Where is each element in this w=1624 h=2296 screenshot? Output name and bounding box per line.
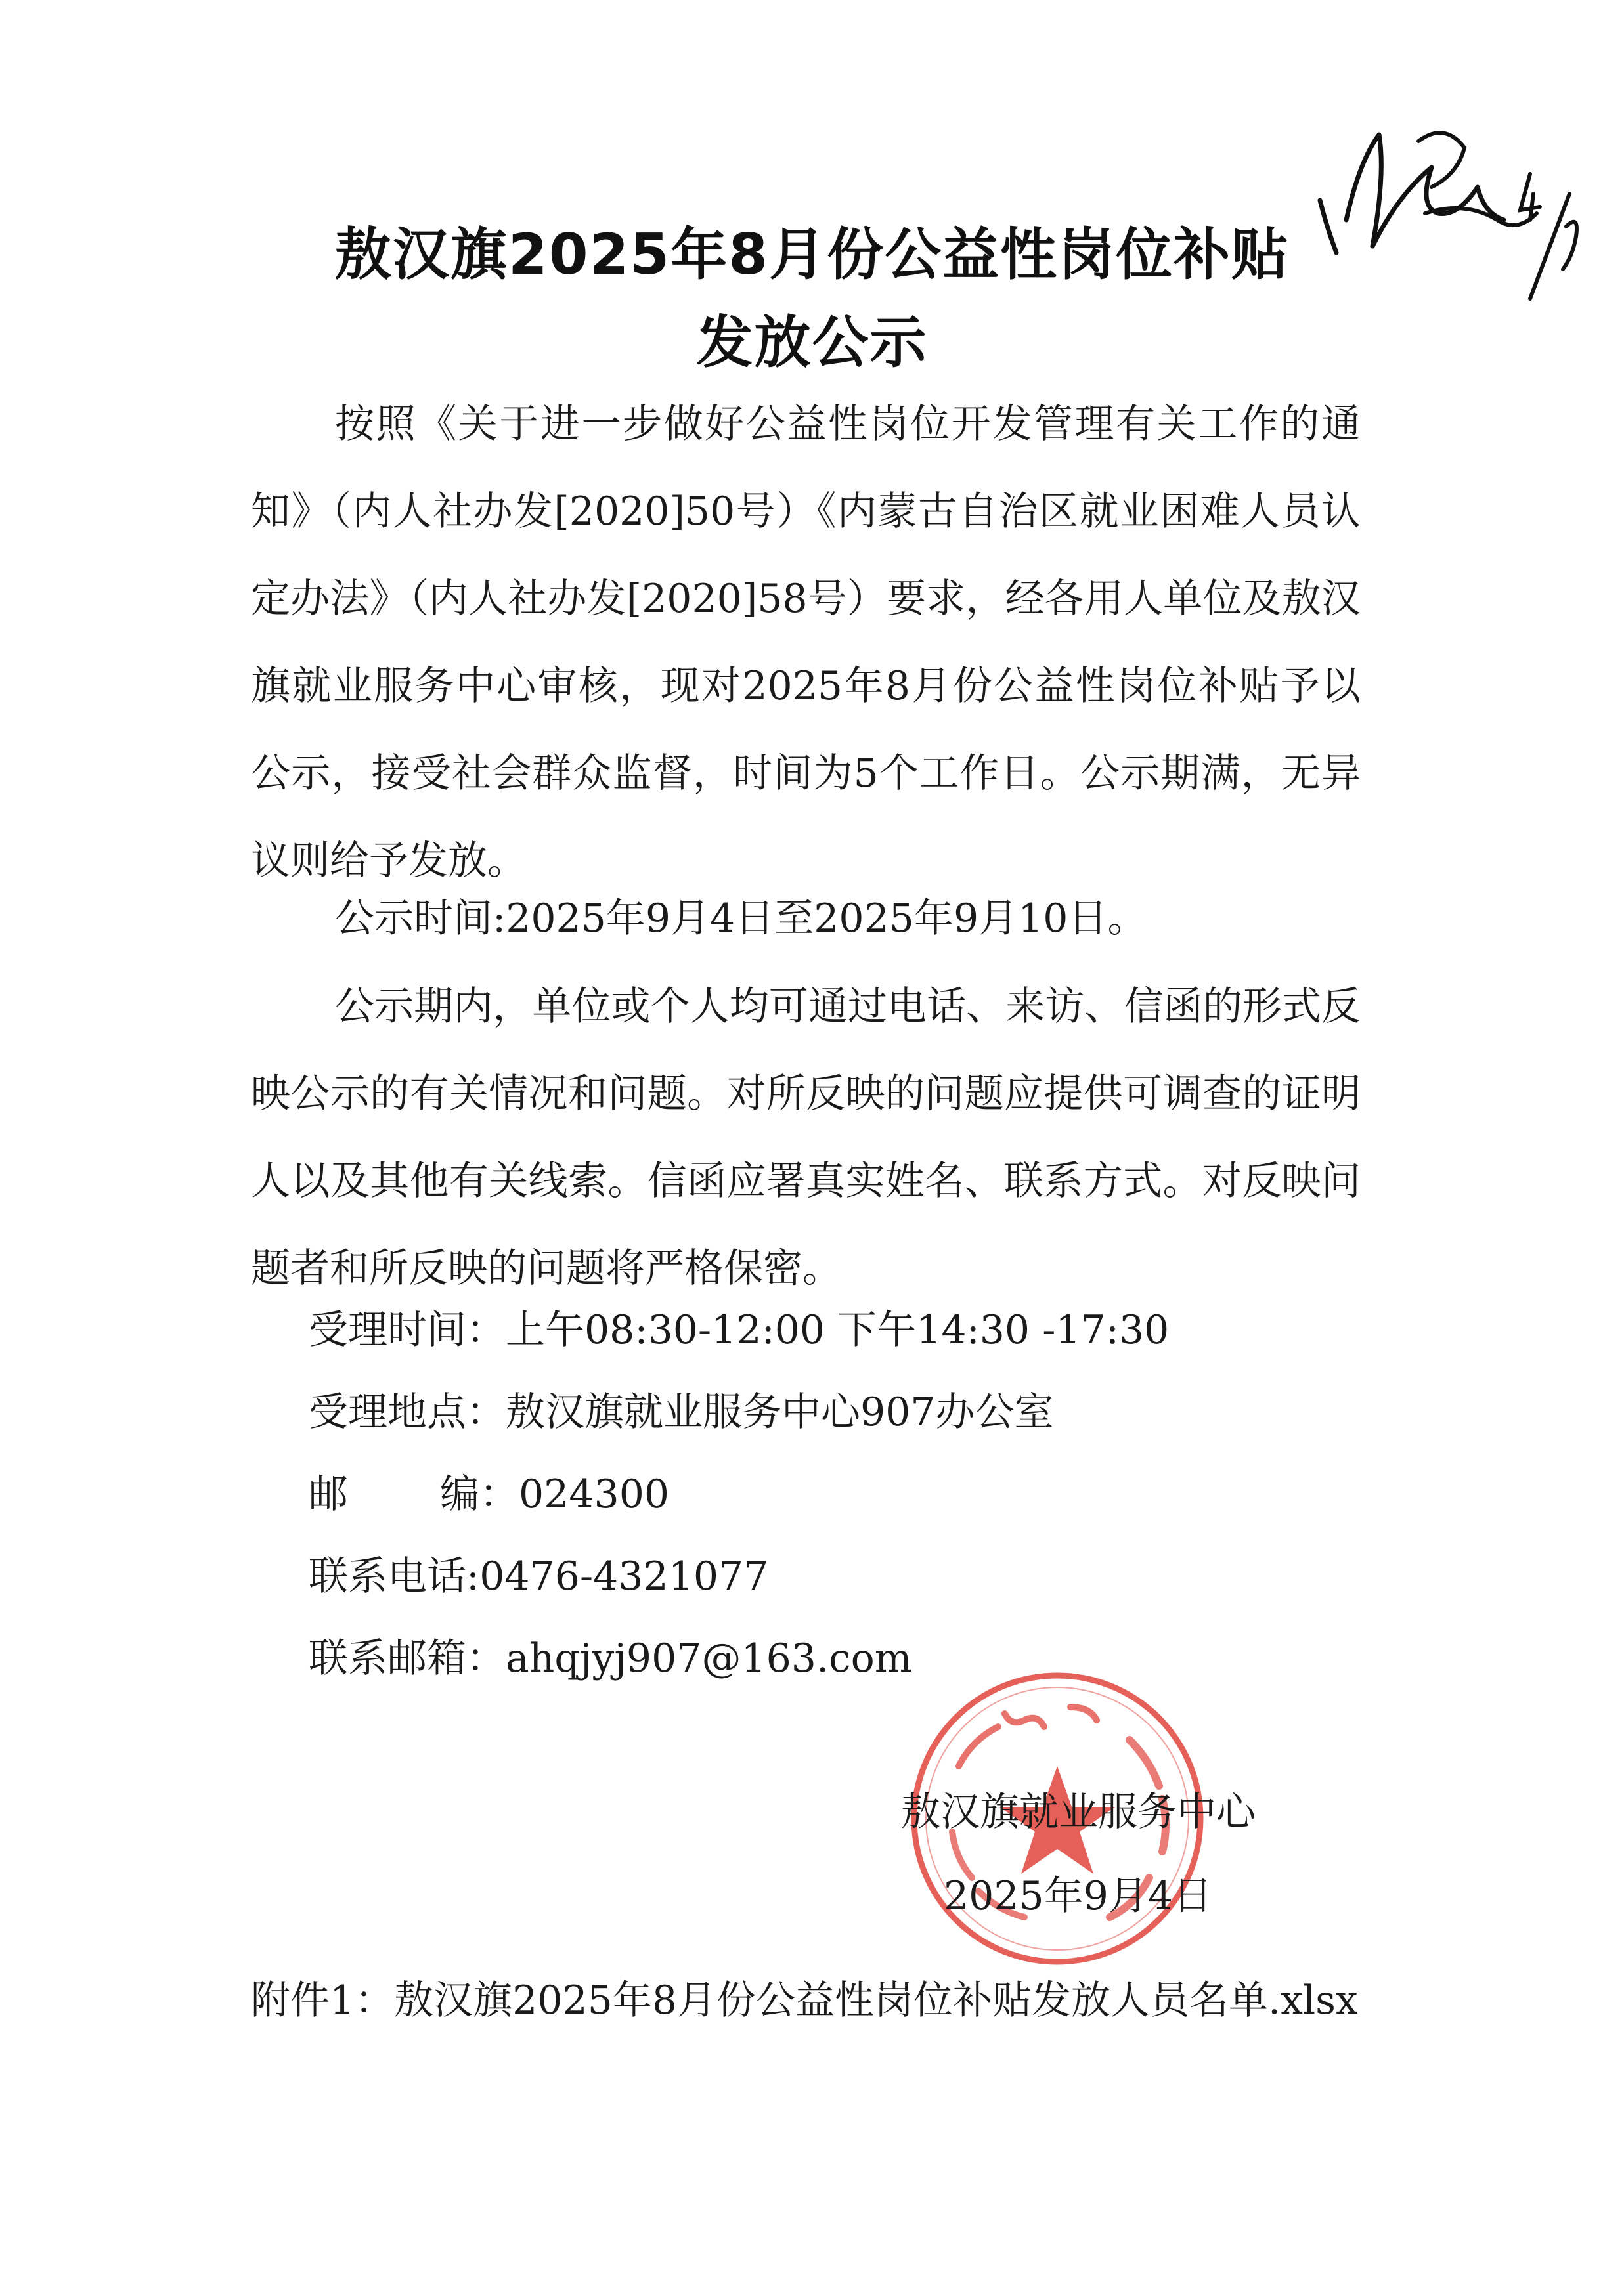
- postcode-label-second: 编：: [440, 1471, 519, 1517]
- issue-date: 2025年9月4日: [944, 1873, 1213, 1919]
- body-paragraph-period: 公示时间:2025年9月4日至2025年9月10日。: [335, 896, 1147, 942]
- contact-postcode: [309, 1463, 669, 1519]
- contact-hours: 受理时间：上午08:30-12:00 下午14:30 -17:30: [309, 1307, 1170, 1353]
- issuing-organization: 敖汉旗就业服务中心: [901, 1789, 1256, 1835]
- document-title-line2: 发放公示: [696, 310, 928, 376]
- contact-email: 联系邮箱：ahqjyj907@163.com: [309, 1635, 912, 1681]
- contact-phone: 联系电话:0476-4321077: [309, 1553, 769, 1599]
- body-paragraph-feedback: 公示期内，单位或个人均可通过电话、来访、信函的形式反映公示的有关情况和问题。对所反映的问题应提供可调查的证明人以及其他有关线索。信函应署真实姓名、联系方式。对反映问题者和所反映的问题将严格保密。: [251, 984, 1361, 1291]
- attachment-note: 附件1：敖汉旗2025年8月份公益性岗位补贴发放人员名单.xlsx: [251, 1978, 1358, 2024]
- postcode-label-first: 邮: [309, 1471, 348, 1517]
- postcode-value: 024300: [519, 1471, 670, 1517]
- document-title-line1: 敖汉旗2025年8月份公益性岗位补贴: [334, 222, 1290, 288]
- contact-address: 受理地点：敖汉旗就业服务中心907办公室: [309, 1389, 1054, 1435]
- handwritten-signature: [1307, 62, 1589, 312]
- body-paragraph-basis: 按照《关于进一步做好公益性岗位开发管理有关工作的通知》（内人社办发[2020]50号）《内蒙古自治区就业困难人员认定办法》（内人社办发[2020]58号）要求，经各用人单位及敖汉旗就业服务中心审核，现对2025年8月份公益性岗位补贴予以公示，接受社会群众监督，时间为5个工作日。公示期满，无异议则给予发放。: [251, 401, 1361, 884]
